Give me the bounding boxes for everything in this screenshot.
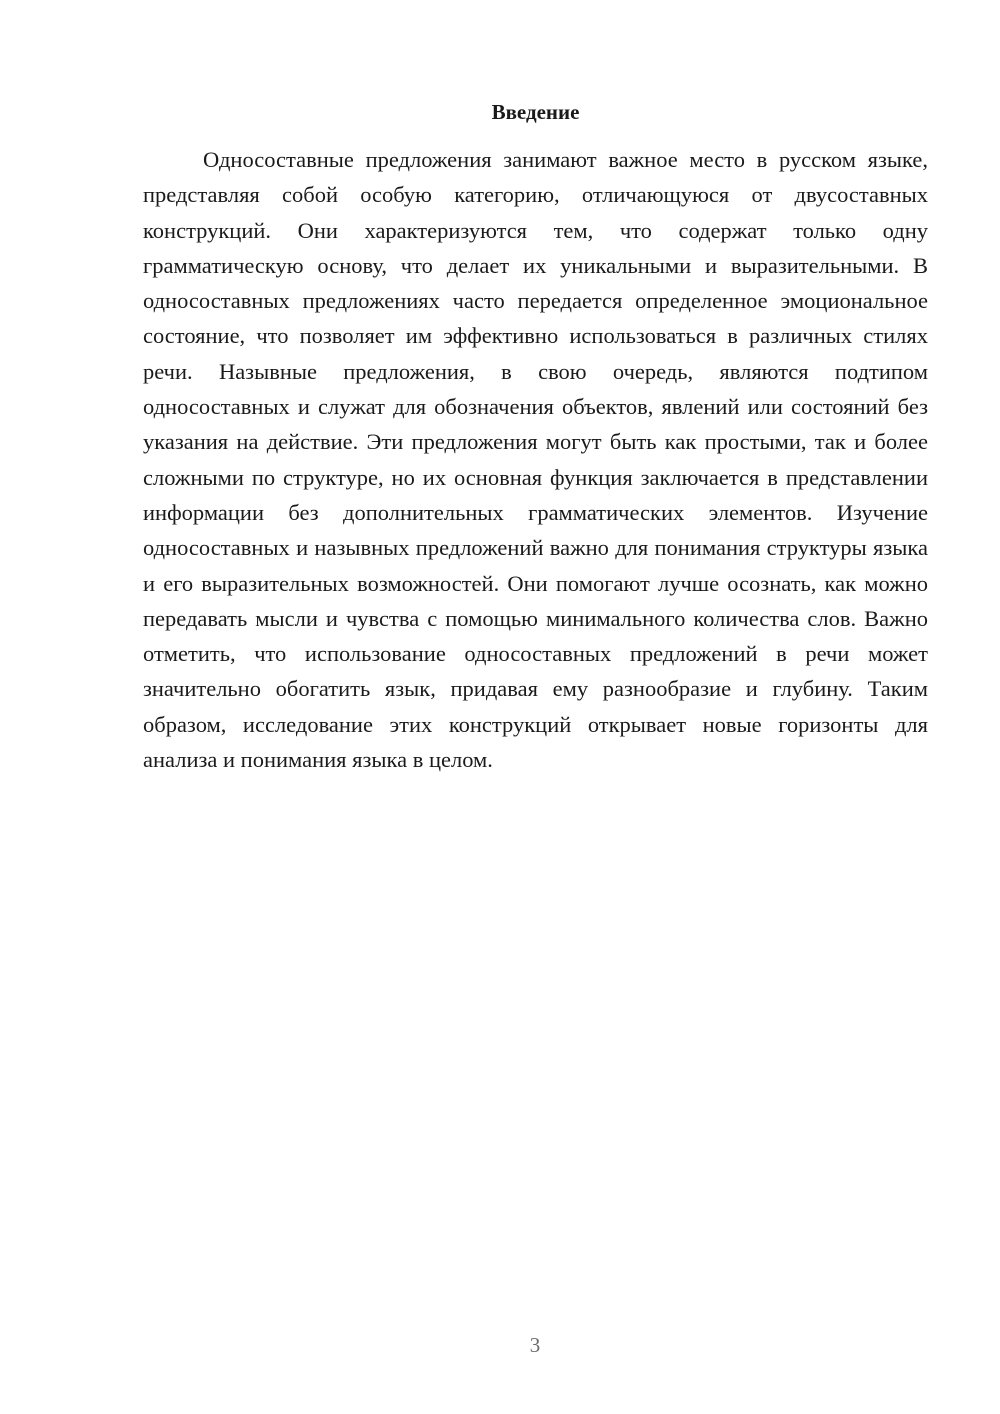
section-heading: Введение	[491, 100, 580, 124]
body-paragraph: Односоставные предложения занимают важное место в русском языке, представляя собой особую категорию, отличающуюся от двусоставных конструкций. Они характеризуются тем, что содержат только одну грамматическую основу, что делает их уникальными и выразительными. В односоставных предложениях часто передается определенное эмоциональное состояние, что позволяет им эффективно использоваться в различных стилях речи. Назывные предложения, в свою очередь, являются подтипом односоставных и служат для обозначения объектов, явлений или состояний без указания на действие. Эти предложения могут быть как простыми, так и более сложными по структуре, но их основная функция заключается в представлении информации без дополнительных грамматических элементов. Изучение односоставных и назывных предложений важно для понимания структуры языка и его выразительных возможностей. Они помогают лучше осознать, как можно передавать мысли и чувства с помощью минимального количества слов. Важно отметить, что использование односоставных предложений в речи может значительно обогатить язык, придавая ему разнообразие и глубину. Таким образом, исследование этих конструкций открывает новые горизонты для анализа и понимания языка в целом.	[143, 147, 928, 773]
page-number: 3	[529, 1333, 541, 1357]
